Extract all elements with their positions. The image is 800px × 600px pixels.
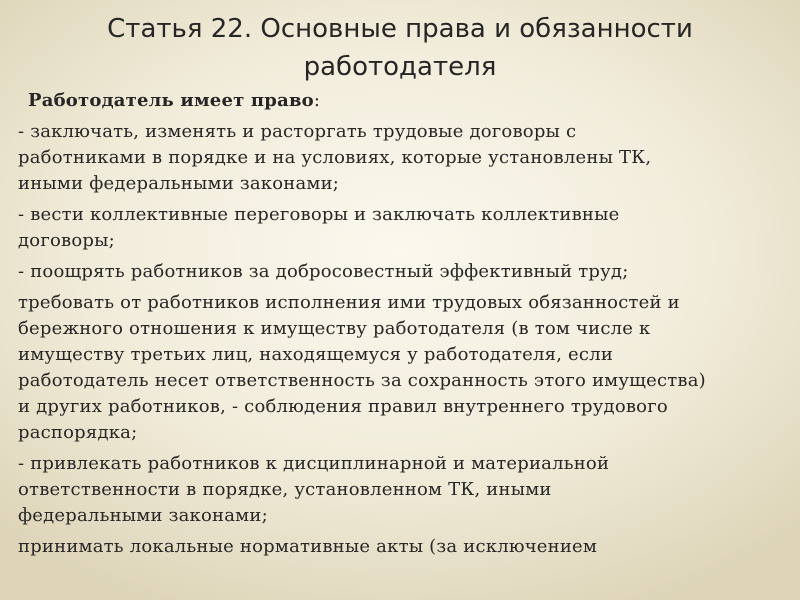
- list-item: [18, 202, 788, 254]
- list-item: [18, 290, 788, 446]
- item-line: - привлекать работников к дисциплинарной и материальной: [18, 453, 610, 474]
- title-line-1: Статья 22. Основные права и обязанности: [107, 14, 693, 44]
- item-line: ответственности в порядке, установленном ТК, иными: [18, 479, 552, 500]
- item-line: договоры;: [18, 230, 115, 251]
- item-line: работниками в порядке и на условиях, которые установлены ТК,: [18, 147, 652, 168]
- lead-strong: Работодатель имеет право: [28, 90, 314, 111]
- item-line: работодатель несет ответственность за сохранность этого имущества): [18, 370, 706, 391]
- page-title: [0, 10, 800, 86]
- article-body: [18, 88, 788, 565]
- item-line: - заключать, изменять и расторгать трудовые договоры с: [18, 121, 577, 142]
- item-line: - вести коллективные переговоры и заключать коллективные: [18, 204, 620, 225]
- item-line: имуществу третьих лиц, находящемуся у работодателя, если: [18, 344, 614, 365]
- item-line: федеральными законами;: [18, 505, 268, 526]
- item-line: принимать локальные нормативные акты (за исключением: [18, 536, 598, 557]
- list-item: [18, 259, 788, 285]
- item-line: и других работников, - соблюдения правил внутреннего трудового: [18, 396, 668, 417]
- list-item: [18, 451, 788, 529]
- lead-paragraph: [28, 88, 788, 114]
- list-item: [18, 119, 788, 197]
- lead-colon: :: [313, 90, 321, 111]
- item-line: иными федеральными законами;: [18, 173, 340, 194]
- item-line: бережного отношения к имуществу работодателя (в том числе к: [18, 318, 651, 339]
- item-line: требовать от работников исполнения ими трудовых обязанностей и: [18, 292, 680, 313]
- item-line: распорядка;: [18, 422, 138, 443]
- list-item: [18, 534, 788, 560]
- title-line-2: работодателя: [303, 52, 497, 82]
- item-line: - поощрять работников за добросовестный эффективный труд;: [18, 261, 629, 282]
